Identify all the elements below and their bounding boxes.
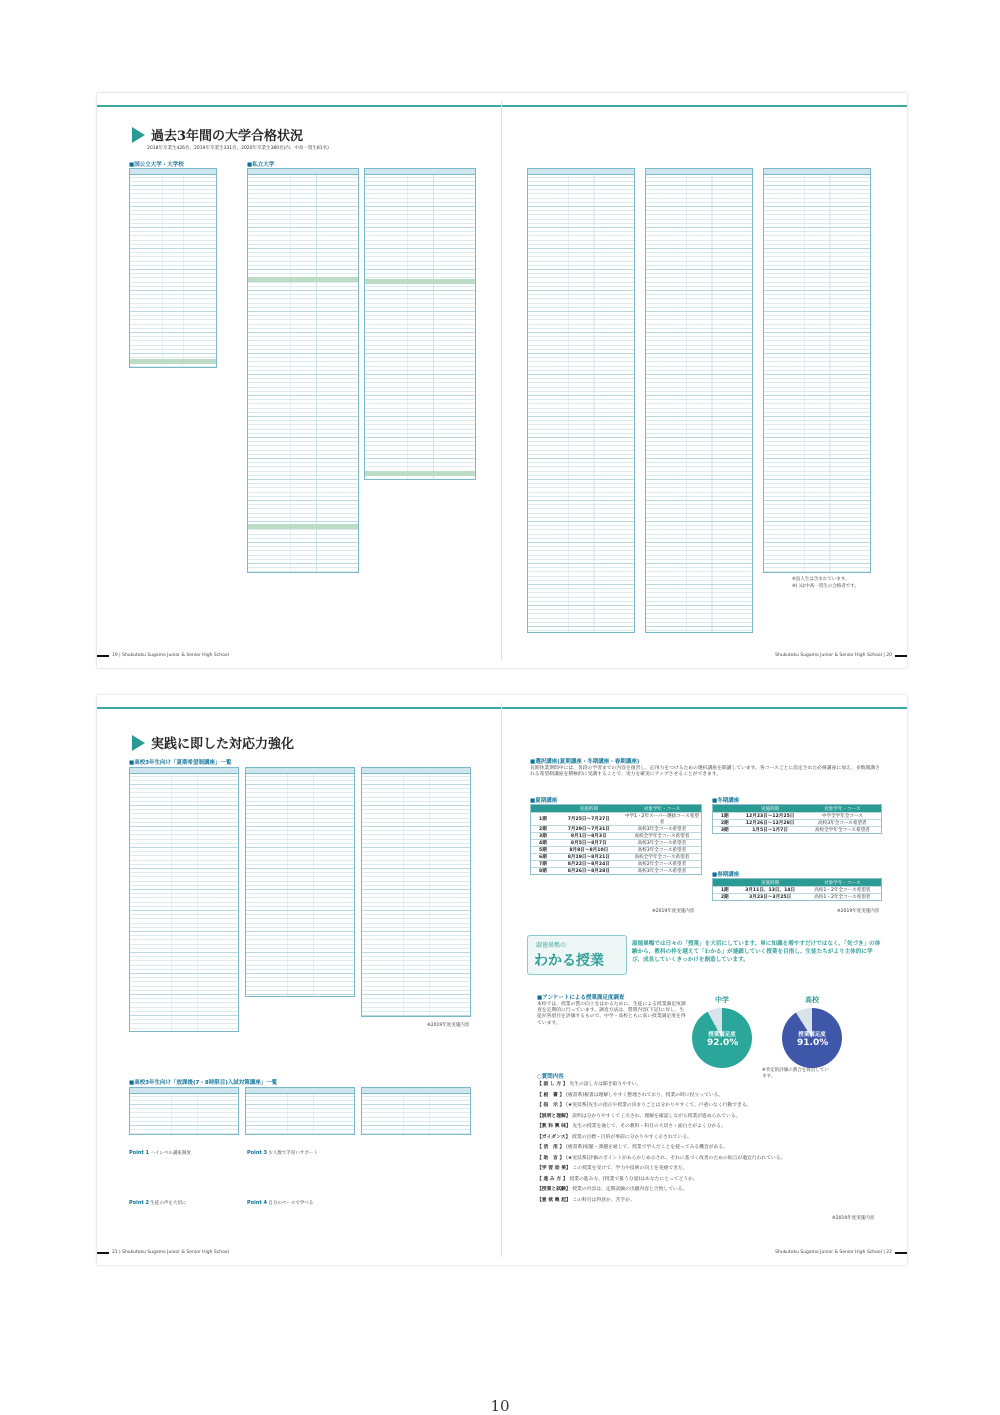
schedule-row: 3期 1月5日〜1月7日 高校全学年全コース希望者	[713, 826, 881, 833]
questions-note: ※2019年度実施内容	[832, 1216, 875, 1221]
schedule-row: 2期 12月26日〜12月28日 高校3年全コース希望者	[713, 819, 881, 826]
page-21	[97, 695, 502, 1265]
header-rule	[97, 707, 502, 709]
label-survey: ■アンケートによる授業満足度調査	[537, 995, 625, 1001]
table-subtotal	[130, 359, 216, 364]
section-title	[132, 733, 294, 752]
note-ronin: ※浪人生は含まれています。	[792, 577, 850, 582]
page-20	[502, 93, 907, 668]
schedule-row: 1期 7月25日〜7月27日 中学1・2年スーパー選抜コース希望者	[531, 812, 701, 825]
table-summer-courses-a	[129, 767, 239, 1032]
label-private-universities: ■私立大学	[247, 162, 275, 168]
note-2019: ※2019年度実施内容	[427, 1023, 470, 1028]
schedule-row: 1期 3月11日、13日、14日 高校1・2年全コース希望者	[713, 886, 881, 893]
schedule-row: 7期 8月22日〜8月24日 高校2年全コース希望者	[531, 860, 701, 867]
question-item: 【ガイダンス】 授業の目標・目的が事前に分かりやすく示されている。	[537, 1134, 692, 1140]
pie-chart-junior: 授業満足度 92.0%	[692, 1008, 752, 1068]
schedule-row: 4期 8月5日〜8月7日 高校3年全コース希望者	[531, 839, 701, 846]
question-item: 【 話 し 方 】 先生の話し方は聞き取りやすい。	[537, 1082, 642, 1087]
triangle-icon	[132, 127, 145, 143]
schedule-row: 5期 8月8日〜8月10日 高校3年全コース希望者	[531, 846, 701, 853]
section-subtitle: 2018年卒業生426名、2019年卒業生331名、2020年卒業生380名(内、中高一貫生81名)	[147, 146, 329, 151]
table-evening-c	[361, 1087, 471, 1135]
label-evening-course-list: ■高校3年生向け「放課後(7・8時限目)入試対策講座」一覧	[129, 1080, 278, 1086]
table-private-universities-a	[247, 168, 359, 573]
survey-text: 本校では、授業の質の向上をはかるために、生徒による授業満足度調査を定期的に行っています。調査方法は、質問内容(下記)に対し、生徒が各項目を評価するもので、中学・高校ともに高い授業満足度を得ています。	[537, 1002, 686, 1026]
table-evening-b	[245, 1087, 355, 1135]
question-item: 【 板 書 】 (板書系)板書は理解しやすく整理されており、授業の時に役立っている。	[537, 1092, 724, 1098]
lead-text: 淑徳巣鴨では日々の「授業」を大切にしています。単に知識を増やすだけではなく、「気づき」の体験から、教科の枠を越えて「わかる」が連鎖していく授業を目指し、生徒たちがより主体的に学び、成長していくきっかけを創造しています。	[632, 941, 881, 963]
label-summer: ■夏期講座	[530, 798, 558, 804]
pie-junior-high: 中学 授業満足度 92.0%	[692, 995, 752, 1068]
question-item: 【学 習 効 果】 この授業を受けて、学力や技術の向上を実感できた。	[537, 1166, 688, 1171]
pie-high-school: 高校 授業満足度 91.0%	[782, 995, 842, 1068]
question-item: 【説明と理解】 説明は分かりやすくて工夫され、理解を確認しながら授業が進められている。	[537, 1113, 741, 1119]
spread-university-results	[97, 93, 907, 668]
table-subtotal	[248, 524, 358, 529]
table-subtotal	[365, 279, 475, 284]
label-spring: ■春期講座	[712, 872, 740, 878]
label-winter: ■冬期講座	[712, 798, 740, 804]
footer-right: Shukutoku Sugamo Junior & Senior High School | 20	[775, 653, 907, 658]
season-description: 長期休業期間中には、普段の学習までの内容を復習し、応用力をつけるための選択講座を開講しています。各コースごとに設定された必修講座に加え、多数開講される希望制講座を積極的に受講することで、実力を確実にアップさせることができます。	[530, 766, 880, 778]
questions-list	[537, 1080, 877, 1206]
triangle-icon	[132, 735, 145, 751]
schedule-row: 1期 12月23日〜12月25日 中学全学年全コース	[713, 812, 881, 819]
header-rule	[502, 105, 907, 107]
table-subtotal	[248, 277, 358, 282]
schedule-header: 実施時期 対象学年・コース	[531, 805, 701, 812]
table-private-universities-b	[364, 168, 476, 480]
question-item: 【意 欲 喚 起】 この科目は得意か、苦手か。	[537, 1197, 635, 1203]
season-note-spring: ※2019年度実施内容	[837, 909, 880, 914]
table-spring-schedule	[712, 878, 882, 901]
table-public-universities	[129, 168, 217, 368]
table-private-universities-d	[645, 168, 753, 633]
footer-right: Shukutoku Sugamo Junior & Senior High School | 22	[775, 1250, 907, 1255]
pie-note: ※肯定的評価の割合を算出しています。	[762, 1068, 829, 1079]
table-private-universities-e	[763, 168, 871, 573]
question-item: 【 進 み 方 】 授業の進み方、(授業で扱う分量)はあなたにとってどうか。	[537, 1176, 698, 1182]
label-season-courses: ■選択講座(夏期講座・冬期講座・春期講座)	[530, 759, 640, 765]
point-1: Point 1 ハイレベル講座制度	[129, 1150, 191, 1156]
label-summer-course-list: ■高校3年生向け「夏期希望制講座」一覧	[129, 760, 232, 766]
header-rule	[97, 105, 502, 107]
page-19	[97, 93, 502, 668]
table-header	[248, 169, 358, 175]
section-title-text: 実践に即した対応力強化	[151, 737, 295, 752]
spread-practical-training	[97, 695, 907, 1265]
question-item: 【授業と試験】 授業の内容は、定期試験の出題内容と合致している。	[537, 1187, 688, 1192]
schedule-row: 2期 3月23日〜3月25日 高校1・2年全コース希望者	[713, 893, 881, 900]
label-questions: ○質問内容	[537, 1074, 564, 1080]
question-item: 【教 科 興 味】 先生の授業を通じて、その教科・科目の大切さ・面白さがよく分かる。	[537, 1124, 726, 1129]
header-rule	[502, 707, 907, 709]
schedule-row: 6期 8月19日〜8月21日 高校全学年全コース希望者	[531, 853, 701, 860]
footer-left: 21 | Shukutoku Sugamo Junior & Senior High School	[97, 1250, 229, 1255]
schedule-header: 実施時期 対象学年・コース	[713, 879, 881, 886]
table-subtotal	[365, 471, 475, 476]
table-winter-schedule	[712, 804, 882, 834]
table-evening-a	[129, 1087, 239, 1135]
question-item: 【 指 示 】 (★実技系)先生の指示や授業の決まりごとは分かりやすくて、戸惑いなく行動できる。	[537, 1103, 752, 1108]
pie-chart-high: 授業満足度 91.0%	[782, 1008, 842, 1068]
schedule-row: 8期 8月26日〜8月28日 高校3年全コース希望者	[531, 867, 701, 874]
page-22	[502, 695, 907, 1265]
question-item: 【 助 言 】 (★実技系)評価のポイントがあらかじめ示され、それに基づく改善のための助言が適宜行われている。	[537, 1155, 786, 1161]
footer-left: 19 | Shukutoku Sugamo Junior & Senior High School	[97, 653, 229, 658]
table-header	[130, 169, 216, 175]
note-integrated: ※( )は中高一貫生の合格者です。	[792, 584, 859, 589]
section-title-text: 過去3年間の大学合格状況	[151, 129, 304, 144]
table-summer-schedule	[530, 804, 702, 875]
table-header	[365, 169, 475, 175]
section-title	[132, 125, 303, 144]
schedule-row: 2期 7月29日〜7月31日 高校3年全コース希望者	[531, 825, 701, 832]
schedule-header: 実施時期 対象学年・コース	[713, 805, 881, 812]
table-summer-courses-c	[361, 767, 471, 1017]
point-2: Point 2 生徒の声を大切に	[129, 1200, 187, 1206]
point-4: Point 4 自分のペースで学べる	[247, 1200, 314, 1206]
label-public-universities: ■国公立大学・大学校	[129, 162, 184, 168]
question-item: 【 活 用 】 (板書系)宿題・課題を通じて、授業で学んだことを使ってみる機会がある。	[537, 1145, 728, 1150]
table-private-universities-c	[527, 168, 635, 633]
page-number: 10	[490, 1397, 510, 1415]
table-summer-courses-b	[245, 767, 355, 997]
season-note-summer: ※2019年度実施内容	[652, 909, 695, 914]
schedule-row: 3期 8月1日〜8月3日 高校全学年全コース希望者	[531, 832, 701, 839]
point-3: Point 3 少人数で手厚いサポート	[247, 1150, 318, 1156]
wakaru-jugyo-logo: 淑徳巣鴨の わかる授業	[527, 935, 627, 975]
